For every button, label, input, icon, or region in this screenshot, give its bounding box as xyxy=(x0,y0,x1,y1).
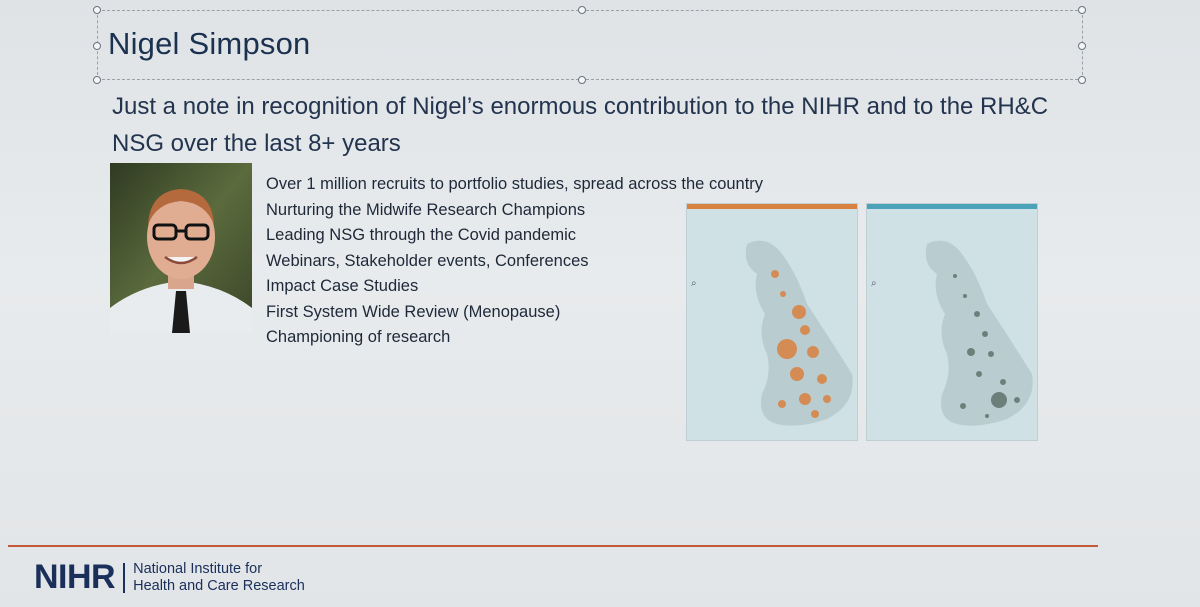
logo-line-2: Health and Care Research xyxy=(133,577,305,594)
nihr-logo xyxy=(34,558,305,597)
resize-handle-bottom-center[interactable] xyxy=(578,76,586,84)
slide-title[interactable]: Nigel Simpson xyxy=(108,26,311,61)
uk-map-illustration-right xyxy=(867,204,1038,441)
portrait-illustration xyxy=(110,163,252,333)
recruitment-map-right[interactable] xyxy=(866,203,1038,441)
logo-text xyxy=(133,561,305,595)
resize-handle-top-right[interactable] xyxy=(1078,6,1086,14)
map-zoom-icon-left[interactable]: ⌕ xyxy=(691,278,697,289)
resize-handle-middle-right[interactable] xyxy=(1078,42,1086,50)
recruitment-map-left[interactable] xyxy=(686,203,858,441)
uk-map-illustration-left xyxy=(687,204,858,441)
resize-handle-middle-left[interactable] xyxy=(93,42,101,50)
logo-mark: NIHR xyxy=(34,558,116,596)
logo-separator xyxy=(123,563,125,593)
list-item: Championing of research xyxy=(266,328,451,346)
list-item: Webinars, Stakeholder events, Conferences xyxy=(266,251,589,270)
list-item: Leading NSG through the Covid pandemic xyxy=(266,226,577,244)
logo-line-1: National Institute for xyxy=(133,560,263,577)
footer-divider xyxy=(8,545,1098,547)
resize-handle-bottom-left[interactable] xyxy=(93,76,101,84)
list-item: Impact Case Studies xyxy=(266,277,419,295)
slide-subtitle[interactable]: Just a note in recognition of Nigel’s enormous contribution to the NIHR and to the RH&C NSG over the last 8+ years xyxy=(112,93,1049,157)
list-item: Nurturing the Midwife Research Champions xyxy=(266,200,586,219)
list-item: First System Wide Review (Menopause) xyxy=(266,302,561,321)
resize-handle-top-left[interactable] xyxy=(93,6,101,14)
resize-handle-top-center[interactable] xyxy=(578,6,586,14)
list-item: Over 1 million recruits to portfolio studies, spread across the country xyxy=(266,175,764,193)
portrait-photo[interactable] xyxy=(110,163,252,333)
resize-handle-bottom-right[interactable] xyxy=(1078,76,1086,84)
map-zoom-icon-right[interactable]: ⌕ xyxy=(871,278,877,289)
